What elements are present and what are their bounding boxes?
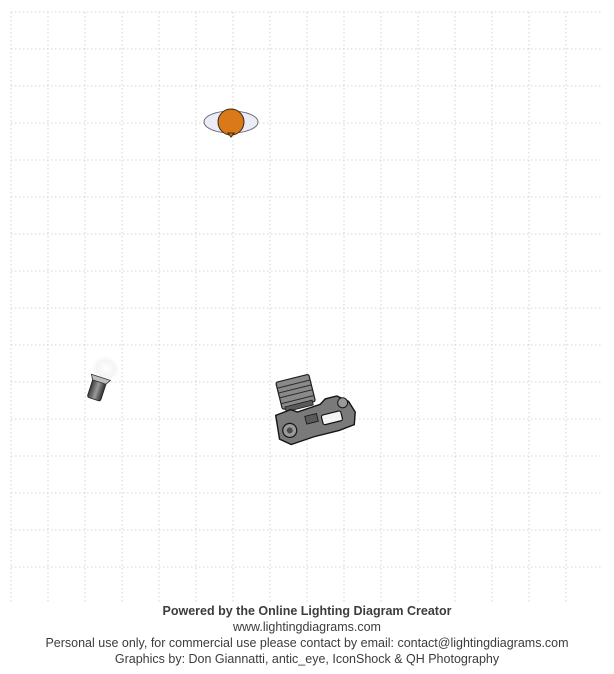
grid [11, 12, 602, 602]
subject-head [218, 109, 244, 135]
credits-graphics-by: Graphics by: Don Giannatti, antic_eye, IconShock & QH Photography [114, 652, 500, 666]
dslr-camera-icon[interactable] [266, 365, 359, 446]
credits-website: www.lightingdiagrams.com [233, 620, 381, 634]
person-subject-icon[interactable] [204, 109, 258, 137]
bare-strobe-light-icon[interactable] [80, 350, 125, 405]
credits-title: Powered by the Online Lighting Diagram Creator [162, 604, 452, 618]
credits-license-note: Personal use only, for commercial use please contact by email: contact@lightingdiagrams.com [45, 636, 569, 650]
